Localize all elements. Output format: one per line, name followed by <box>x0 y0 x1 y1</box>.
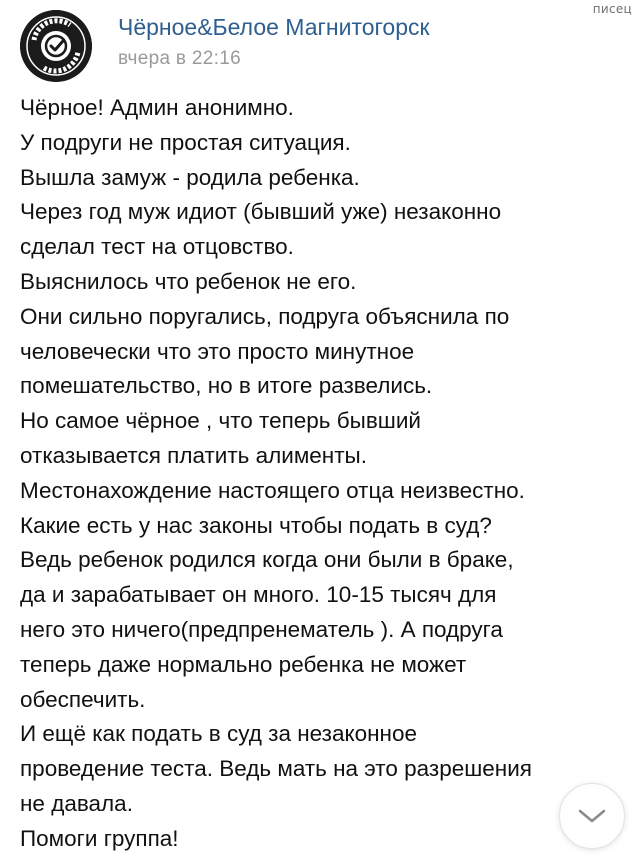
post-text-line: Какие есть у нас законы чтобы подать в суд? <box>20 512 492 538</box>
post-header <box>20 10 620 82</box>
post-text-line: него это ничего(предпренематель ). А подруга <box>20 616 503 642</box>
post-text-line: обеспечить. <box>20 686 146 712</box>
post-text-line: Они сильно поругались, подруга объяснила по <box>20 303 510 329</box>
post-text-line: не давала. <box>20 790 133 816</box>
post-text-line: помешательство, но в итоге развелись. <box>20 373 433 399</box>
post-text <box>20 91 626 857</box>
post-text-line: да и зарабатывает он много. 10-15 тысяч для <box>20 582 497 608</box>
post-text-line: Местонахождение настоящего отца неизвестно. <box>20 477 525 503</box>
author-name-link[interactable]: Чёрное&Белое Магнитогорск <box>118 14 430 40</box>
post-text-line: Через год муж идиот (бывший уже) незаконно <box>20 199 502 225</box>
post-text-line: Ведь ребенок родился когда они были в браке, <box>20 547 514 573</box>
scroll-down-button[interactable] <box>559 783 625 849</box>
post-text-line: И ещё как подать в суд за незаконное <box>20 721 417 747</box>
post-text-line: человечески что это просто минутное <box>20 338 415 364</box>
black-white-logo-icon <box>20 10 92 82</box>
post-text-line: У подруги не простая ситуация. <box>20 129 351 155</box>
watermark: писец <box>592 2 632 16</box>
post-text-line: Помоги группа! <box>20 825 179 851</box>
post-text-line: Чёрное! Админ анонимно. <box>20 95 294 120</box>
avatar[interactable] <box>20 10 92 82</box>
post-text-line: проведение теста. Ведь мать на это разрешения <box>20 756 532 782</box>
post-text-line: сделал тест на отцовство. <box>20 234 294 260</box>
post-text-line: Вышла замуж - родила ребенка. <box>20 164 360 190</box>
post-text-line: Но самое чёрное , что теперь бывший <box>20 408 421 434</box>
post-text-line: теперь даже нормально ребенка не может <box>20 651 467 677</box>
post-text-line: Выяснилось что ребенок не его. <box>20 268 357 294</box>
post-timestamp: вчера в 22:16 <box>118 48 241 69</box>
chevron-down-icon <box>576 806 608 826</box>
post-text-line: отказывается платить алименты. <box>20 442 367 468</box>
